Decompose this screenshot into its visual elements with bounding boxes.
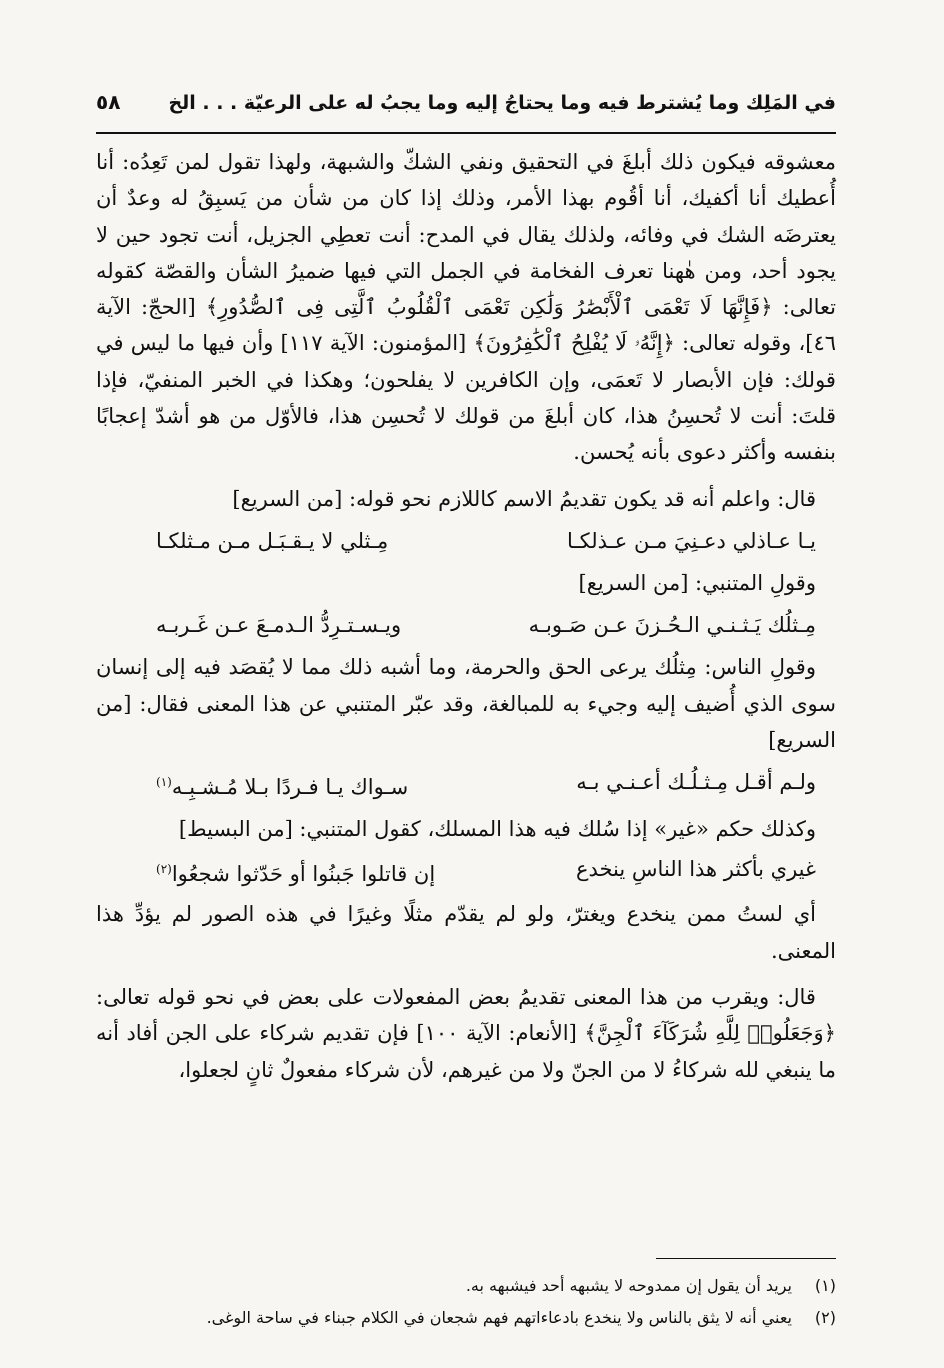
page-header <box>96 90 836 134</box>
text-line: في الخبر المنفيّ، فإذا قلتَ: أنت لا تُحسِنُ هذا، كان أبلغَ من قولك لا تُحسِن هذا، <box>96 367 836 429</box>
book-page <box>96 90 836 1088</box>
footnote-1: (١)يريد أن يقول إن ممدوحه لا يشبهه أحد فيشبهه به. <box>465 1276 836 1295</box>
running-title: في المَلِك وما يُشترط فيه وما يحتاجُ إليه وما يجبُ له على الرعيّة . . . الخ <box>168 92 836 114</box>
verse-hemistich-second: مِـثلي لا يـقـبَـل مـن مـثلكـا <box>156 528 389 553</box>
footnote-separator <box>656 1258 836 1259</box>
verse-hemistich-first: غيري بأكثر هذا الناسِ ينخدع <box>575 857 816 882</box>
paragraph-5: وكذلك حكم «غير» إذا سُلك فيه هذا المسلك، كقول المتنبي: [من البسيط] <box>178 817 816 842</box>
paragraph-1 <box>96 144 836 471</box>
verse-hemistich-second: سـواك يـا فـردًا بـلا مُـشـبِـه$^{(١)}$ <box>156 775 409 800</box>
verse-hemistich-first: ولـم أقـل مِـثـلُـك أعـنـي بـه <box>576 770 816 795</box>
text-line: أي لستُ ممن ينخدع ويغترّ، ولو لم يقدّم مثلًا وغيرًا في هذه الصور لم يؤدِّ <box>134 902 816 927</box>
text-line: وأن فيها ما ليس في قولك: فإن الأبصار لا تَعمَى، وإن الكافرين لا يفلحون؛ وهكذا <box>96 331 836 392</box>
text-line: معشوقه فيكون ذلك أبلغَ في التحقيق ونفي الشكّ والشبهة، ولهذا تقول لمن تَعِدُه: أنا <box>96 150 836 174</box>
page-number: ٥٨ <box>96 90 121 114</box>
paragraph-3: وقولِ المتنبي: [من السريع] <box>578 570 816 595</box>
text-line: هذا المعنى. <box>96 902 836 963</box>
paragraph-6 <box>96 896 836 969</box>
footnotes <box>96 1270 836 1334</box>
text-line: قال: ويقرب من هذا المعنى تقديمُ بعض المفعولات على بعض في نحو قوله <box>157 985 816 1010</box>
paragraph-4 <box>96 649 836 758</box>
text-line: حين لا يجود أحد، ومن هٰهنا تعرف الفخامة في الجمل التي فيها ضميرُ الشأن <box>96 222 836 283</box>
footnote-ref: (٢) <box>156 862 172 877</box>
text-line: فالأوّل من هو أشدّ إعجابًا بنفسه وأكثر دعوى بأنه يُحسن. <box>96 404 836 465</box>
text-line: والقصّة كقوله تعالى: ﴿فَإِنَّهَا لَا تَعْمَى ٱلْأَبْصَٰرُ وَلَٰكِن تَعْمَى ٱلْقُلُوبُ ٱلَّتِى فِى ٱلصُّدُورِ﴾ <box>96 258 836 320</box>
verse-hemistich-second: ويـسـتـرِدُّ الـدمـعَ عـن غَـربـه <box>156 613 402 638</box>
verse-4 <box>96 847 836 896</box>
verse-2 <box>96 601 836 649</box>
footnote-ref: (١) <box>156 775 172 790</box>
verse-hemistich-first: يـا عـاذلي دعـنِيَ مـن عـذلكـا <box>567 528 816 553</box>
verse-3 <box>96 758 836 811</box>
text-line: وقولِ الناس: مِثلُك يرعى الحق والحرمة، وما أشبه ذلك مما لا يُقصَد فيه إلى <box>155 655 816 680</box>
text-line: يعترضَه الشك في وفائه، ولذلك يقال في المدح: أنت تعطِي الجزيل، أنت تجود <box>158 222 836 247</box>
verse-hemistich-second: إن قاتلوا جَبنُوا أو حَدّثوا شجعُوا$^{(٢)}$ <box>156 862 436 887</box>
text-line: إنسان سوى الذي أُضيف إليه وجيء به للمبالغة، وقد عبّر المتنبي عن هذا المعنى <box>96 655 836 716</box>
text-line: أُعطيك أنا أكفيك، أنا أقُوم بهذا الأمر، وذلك إذا كان من شأن من يَسبِقُ له وعدٌ أن <box>96 186 836 211</box>
paragraph-2: قال: واعلم أنه قد يكون تقديمُ الاسم كاللازم نحو قوله: [من السريع] <box>232 486 816 511</box>
verse-1 <box>96 517 836 565</box>
text-line: تعالى: ﴿وَجَعَلُوا۟ لِلَّهِ شُرَكَآءَ ٱلْجِنَّ﴾ [الأنعام: الآية ١٠٠] فإن تقديم شركاء على الجن أفاد <box>96 985 836 1046</box>
text-line: أنه ما ينبغي لله شركاءُ لا من الجنّ ولا من غيرهم، لأن شركاء مفعولٌ ثانٍ لجعلوا، <box>96 1021 836 1082</box>
text-line: [الحجّ: الآية ٤٦]، وقوله تعالى: ﴿إِنَّهُۥ لَا يُفْلِحُ ٱلْكَٰفِرُونَ﴾ [المؤمنون: الآية ١١٧] <box>96 295 837 356</box>
footnote-2: (٢)يعني أنه لا يثق بالناس ولا ينخدع بادعاءاتهم فهم شجعان في الكلام جبناء في ساحة الوغى. <box>206 1308 836 1327</box>
text-line: فقال: [من السريع] <box>96 691 836 752</box>
paragraph-7 <box>96 979 836 1088</box>
verse-hemistich-first: مِـثلُك يَـثـنـي الـحُـزنَ عـن صَـوبـه <box>528 613 816 638</box>
